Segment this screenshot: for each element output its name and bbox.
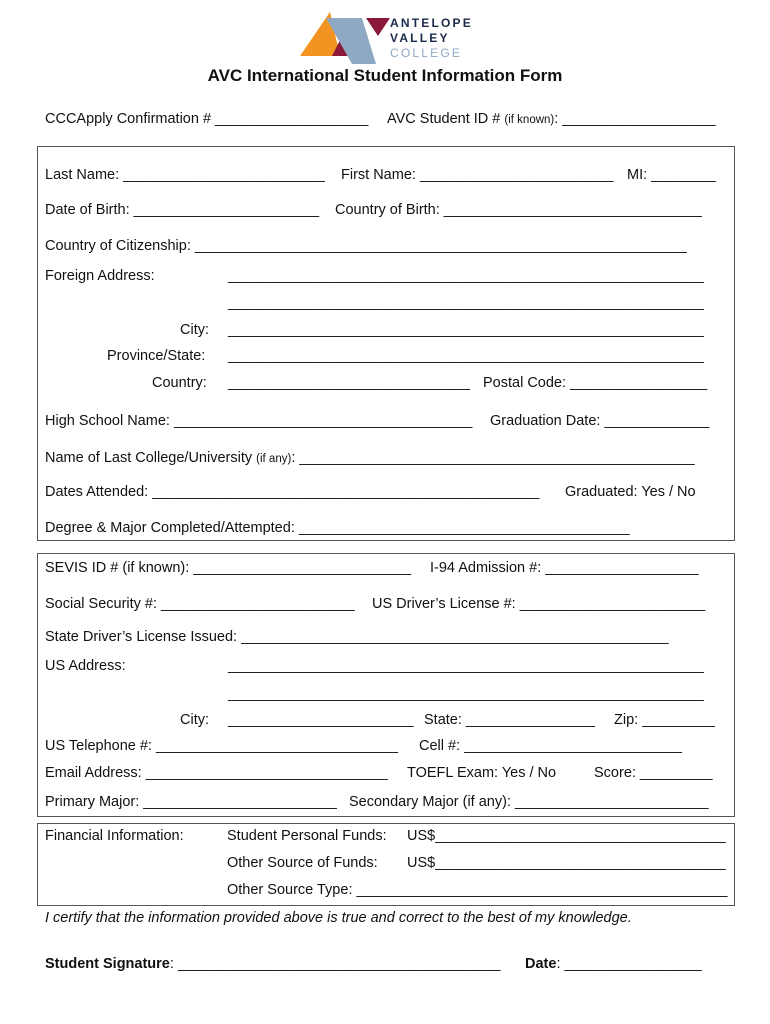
avc-logo-mark [296, 10, 392, 66]
toefl-score-field[interactable]: Score: _________ [594, 765, 713, 781]
degree-major-field[interactable]: Degree & Major Completed/Attempted: _________________________________________ [45, 520, 630, 536]
foreign-address-line-1[interactable]: ___________________________________________________________ [228, 268, 704, 284]
cell-field[interactable]: Cell #: ___________________________ [419, 738, 682, 754]
country-of-birth-field[interactable]: Country of Birth: ________________________________ [335, 202, 702, 218]
logo-text-valley: VALLEY [390, 31, 450, 45]
dates-attended-field[interactable]: Dates Attended: ________________________________________________ [45, 484, 540, 500]
last-name-field[interactable]: Last Name: _________________________ [45, 167, 325, 183]
avc-id-label: AVC Student ID # [387, 111, 501, 127]
avc-id-note: (if known) [504, 114, 555, 126]
signature-field[interactable] [45, 955, 501, 973]
us-city-label: City: [180, 712, 209, 728]
other-funds-label: Other Source of Funds: [227, 855, 378, 871]
last-college-field[interactable] [45, 449, 695, 468]
toefl-choice[interactable]: TOEFL Exam: Yes / No [407, 765, 557, 781]
date-label: Date [525, 956, 557, 972]
primary-major-field[interactable]: Primary Major: ________________________ [45, 794, 337, 810]
last-college-label: Name of Last College/University [45, 450, 253, 466]
graduated-choice[interactable]: Graduated: Yes / No [565, 484, 696, 500]
foreign-address-label: Foreign Address: [45, 268, 155, 284]
foreign-city-field[interactable]: ___________________________________________________________ [228, 322, 704, 338]
other-funds-field[interactable]: US$____________________________________ [407, 855, 726, 871]
us-address-label: US Address: [45, 658, 126, 674]
province-label: Province/State: [107, 348, 206, 364]
avc-student-id-field[interactable] [387, 110, 716, 129]
logo-text-college: COLLEGE [390, 46, 463, 60]
last-college-note: (if any) [256, 453, 292, 465]
high-school-field[interactable]: High School Name: _____________________________________ [45, 413, 473, 429]
ssn-field[interactable]: Social Security #: ________________________ [45, 596, 355, 612]
foreign-address-line-2[interactable]: ___________________________________________________________ [228, 295, 704, 311]
signature-blank: : ________________________________________ [169, 956, 501, 972]
sevis-id-field[interactable]: SEVIS ID # (if known): ___________________________ [45, 560, 412, 576]
signature-date-field[interactable] [525, 955, 702, 973]
country-field[interactable]: ______________________________ [228, 375, 470, 391]
signature-label: Student Signature [45, 956, 170, 972]
dob-field[interactable]: Date of Birth: _______________________ [45, 202, 320, 218]
last-college-blank: : _________________________________________________ [291, 450, 695, 466]
us-drivers-license-field[interactable]: US Driver’s License #: _______________________ [372, 596, 706, 612]
form-title: AVC International Student Information Form [207, 66, 563, 85]
graduation-date-field[interactable]: Graduation Date: _____________ [490, 413, 710, 429]
first-name-field[interactable]: First Name: ________________________ [341, 167, 614, 183]
us-address-line-2[interactable]: ___________________________________________________________ [228, 686, 704, 702]
logo-text-antelope: ANTELOPE [390, 16, 473, 30]
us-city-field[interactable]: _______________________ [228, 712, 414, 728]
us-telephone-field[interactable]: US Telephone #: ______________________________ [45, 738, 398, 754]
email-field[interactable]: Email Address: ______________________________ [45, 765, 388, 781]
citizenship-field[interactable]: Country of Citizenship: _____________________________________________________________ [45, 238, 687, 254]
mi-field[interactable]: MI: ________ [627, 167, 716, 183]
personal-funds-field[interactable]: US$____________________________________ [407, 828, 726, 844]
us-state-field[interactable]: State: ________________ [424, 712, 595, 728]
financial-info-label: Financial Information: [45, 828, 184, 844]
us-address-line-1[interactable]: ___________________________________________________________ [228, 658, 704, 674]
i94-field[interactable]: I-94 Admission #: ___________________ [430, 560, 699, 576]
personal-funds-label: Student Personal Funds: [227, 828, 387, 844]
province-field[interactable]: ___________________________________________________________ [228, 348, 704, 364]
country-label: Country: [152, 375, 207, 391]
date-blank: : _________________ [556, 956, 702, 972]
certification-statement: I certify that the information provided above is true and correct to the best of my knowledge. [45, 910, 632, 926]
cccapply-field[interactable]: CCCApply Confirmation # ___________________ [45, 111, 369, 127]
other-source-type-field[interactable]: Other Source Type: ______________________________________________ [227, 882, 728, 898]
foreign-city-label: City: [180, 322, 209, 338]
state-drivers-license-field[interactable]: State Driver’s License Issued: _____________________________________________________ [45, 629, 669, 645]
logo-maroon-flag [366, 18, 390, 36]
postal-code-field[interactable]: Postal Code: _________________ [483, 375, 708, 391]
secondary-major-field[interactable]: Secondary Major (if any): ________________________ [349, 794, 709, 810]
avc-id-blank: : ___________________ [554, 111, 716, 127]
zip-field[interactable]: Zip: _________ [614, 712, 715, 728]
